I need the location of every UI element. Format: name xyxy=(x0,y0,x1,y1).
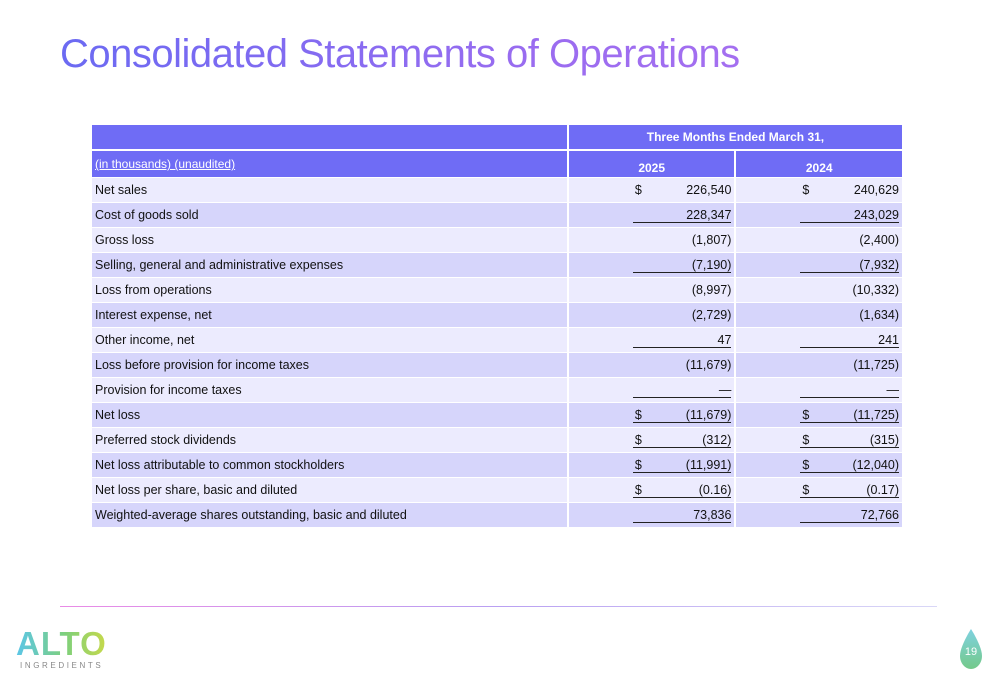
amount: — xyxy=(718,382,732,397)
value-2024 xyxy=(735,328,902,353)
row-label: Other income, net xyxy=(92,328,568,353)
currency-symbol: $ xyxy=(634,183,642,197)
units-label: (in thousands) (unaudited) xyxy=(95,157,236,171)
value-2024 xyxy=(735,478,902,503)
amount: (11,725) xyxy=(853,358,899,372)
page-title: Consolidated Statements of Operations xyxy=(60,32,740,76)
value-2025 xyxy=(568,378,736,403)
table-row xyxy=(92,278,902,303)
row-label: Provision for income taxes xyxy=(92,378,568,403)
row-label: Interest expense, net xyxy=(92,303,568,328)
amount: (8,997) xyxy=(691,283,732,297)
amount: (7,932) xyxy=(859,257,899,272)
value-2025 xyxy=(568,453,736,478)
value-2024 xyxy=(735,378,902,403)
logo-subtitle: INGREDIENTS xyxy=(20,661,104,670)
value-cell xyxy=(800,458,899,473)
value-cell xyxy=(633,483,732,498)
value-2024 xyxy=(735,203,902,228)
table-row xyxy=(92,203,902,228)
amount: 72,766 xyxy=(860,507,899,522)
value-cell xyxy=(633,333,732,348)
value-2025 xyxy=(568,328,736,353)
value-cell xyxy=(633,458,732,473)
table-row xyxy=(92,353,902,378)
table-row xyxy=(92,253,902,278)
row-label: Net loss attributable to common stockholders xyxy=(92,453,568,478)
value-cell xyxy=(633,508,732,523)
footer-divider xyxy=(60,606,937,607)
row-label: Preferred stock dividends xyxy=(92,428,568,453)
value-cell xyxy=(633,408,732,423)
currency-symbol: $ xyxy=(634,457,642,472)
amount: (11,679) xyxy=(685,358,732,372)
value-cell xyxy=(800,508,899,523)
amount: (7,190) xyxy=(691,257,732,272)
table-row xyxy=(92,178,902,203)
amount: (12,040) xyxy=(852,457,899,472)
table-header-top xyxy=(92,125,902,150)
amount: (1,807) xyxy=(691,233,732,247)
value-2025 xyxy=(568,203,736,228)
amount: (11,991) xyxy=(685,457,732,472)
logo-wordmark: ALTO xyxy=(16,625,107,662)
value-2024 xyxy=(735,353,902,378)
row-label: Net loss xyxy=(92,403,568,428)
value-cell xyxy=(633,233,732,247)
currency-symbol: $ xyxy=(634,407,642,422)
row-label: Selling, general and administrative expenses xyxy=(92,253,568,278)
value-cell xyxy=(800,308,899,322)
currency-symbol: $ xyxy=(634,432,642,447)
amount: 241 xyxy=(878,332,899,347)
table-row xyxy=(92,478,902,503)
currency-symbol: $ xyxy=(802,432,810,447)
table-row xyxy=(92,453,902,478)
value-cell xyxy=(800,483,899,498)
value-2024 xyxy=(735,278,902,303)
value-cell xyxy=(800,283,899,297)
value-cell xyxy=(633,433,732,448)
value-2025 xyxy=(568,253,736,278)
financial-table xyxy=(92,125,902,528)
amount: 228,347 xyxy=(686,207,732,222)
amount: (11,725) xyxy=(853,407,899,422)
page-number-badge xyxy=(958,628,984,670)
table-row xyxy=(92,403,902,428)
value-2025 xyxy=(568,303,736,328)
currency-symbol: $ xyxy=(802,457,810,472)
value-2025 xyxy=(568,178,736,203)
table-header-years xyxy=(92,150,902,178)
row-label: Loss before provision for income taxes xyxy=(92,353,568,378)
value-cell xyxy=(800,408,899,423)
value-2024 xyxy=(735,228,902,253)
table-row xyxy=(92,228,902,253)
value-cell xyxy=(633,258,732,273)
value-cell xyxy=(633,283,732,297)
amount: (315) xyxy=(869,432,899,447)
amount: (0.17) xyxy=(866,482,899,497)
alto-logo xyxy=(16,627,107,670)
amount: 243,029 xyxy=(853,207,899,222)
value-2024 xyxy=(735,253,902,278)
value-2025 xyxy=(568,428,736,453)
period-header: Three Months Ended March 31, xyxy=(568,125,902,150)
amount: — xyxy=(886,382,899,397)
value-cell xyxy=(633,183,732,197)
table-row xyxy=(92,503,902,528)
value-2025 xyxy=(568,478,736,503)
amount: (0.16) xyxy=(698,482,732,497)
value-2025 xyxy=(568,403,736,428)
amount: (2,729) xyxy=(691,308,732,322)
amount: 240,629 xyxy=(853,183,899,197)
currency-symbol: $ xyxy=(802,183,810,197)
row-label: Net loss per share, basic and diluted xyxy=(92,478,568,503)
value-cell xyxy=(800,183,899,197)
value-cell xyxy=(800,433,899,448)
value-cell xyxy=(633,383,732,398)
value-2025 xyxy=(568,353,736,378)
value-2025 xyxy=(568,503,736,528)
value-2024 xyxy=(735,178,902,203)
amount: (1,634) xyxy=(859,308,899,322)
amount: (312) xyxy=(702,432,732,447)
row-label: Loss from operations xyxy=(92,278,568,303)
row-label: Weighted-average shares outstanding, basic and diluted xyxy=(92,503,568,528)
value-2024 xyxy=(735,403,902,428)
row-label: Cost of goods sold xyxy=(92,203,568,228)
amount: (2,400) xyxy=(859,233,899,247)
year-2024-header: 2024 xyxy=(735,150,902,178)
currency-symbol: $ xyxy=(802,482,810,497)
value-2024 xyxy=(735,503,902,528)
value-cell xyxy=(800,258,899,273)
row-label: Gross loss xyxy=(92,228,568,253)
value-2025 xyxy=(568,278,736,303)
currency-symbol: $ xyxy=(802,407,810,422)
amount: 226,540 xyxy=(686,183,732,197)
amount: 73,836 xyxy=(693,507,732,522)
value-2024 xyxy=(735,453,902,478)
value-cell xyxy=(800,383,899,398)
row-label: Net sales xyxy=(92,178,568,203)
year-2025-header: 2025 xyxy=(568,150,736,178)
table-row xyxy=(92,303,902,328)
value-cell xyxy=(633,208,732,223)
page-number: 19 xyxy=(964,646,978,658)
amount: (11,679) xyxy=(685,407,732,422)
value-cell xyxy=(633,358,732,372)
value-2025 xyxy=(568,228,736,253)
value-2024 xyxy=(735,428,902,453)
table-row xyxy=(92,378,902,403)
amount: 47 xyxy=(717,332,732,347)
amount: (10,332) xyxy=(852,283,899,297)
value-2024 xyxy=(735,303,902,328)
value-cell xyxy=(800,358,899,372)
table-row xyxy=(92,328,902,353)
value-cell xyxy=(800,333,899,348)
table-row xyxy=(92,428,902,453)
value-cell xyxy=(800,208,899,223)
currency-symbol: $ xyxy=(634,482,642,497)
value-cell xyxy=(800,233,899,247)
value-cell xyxy=(633,308,732,322)
